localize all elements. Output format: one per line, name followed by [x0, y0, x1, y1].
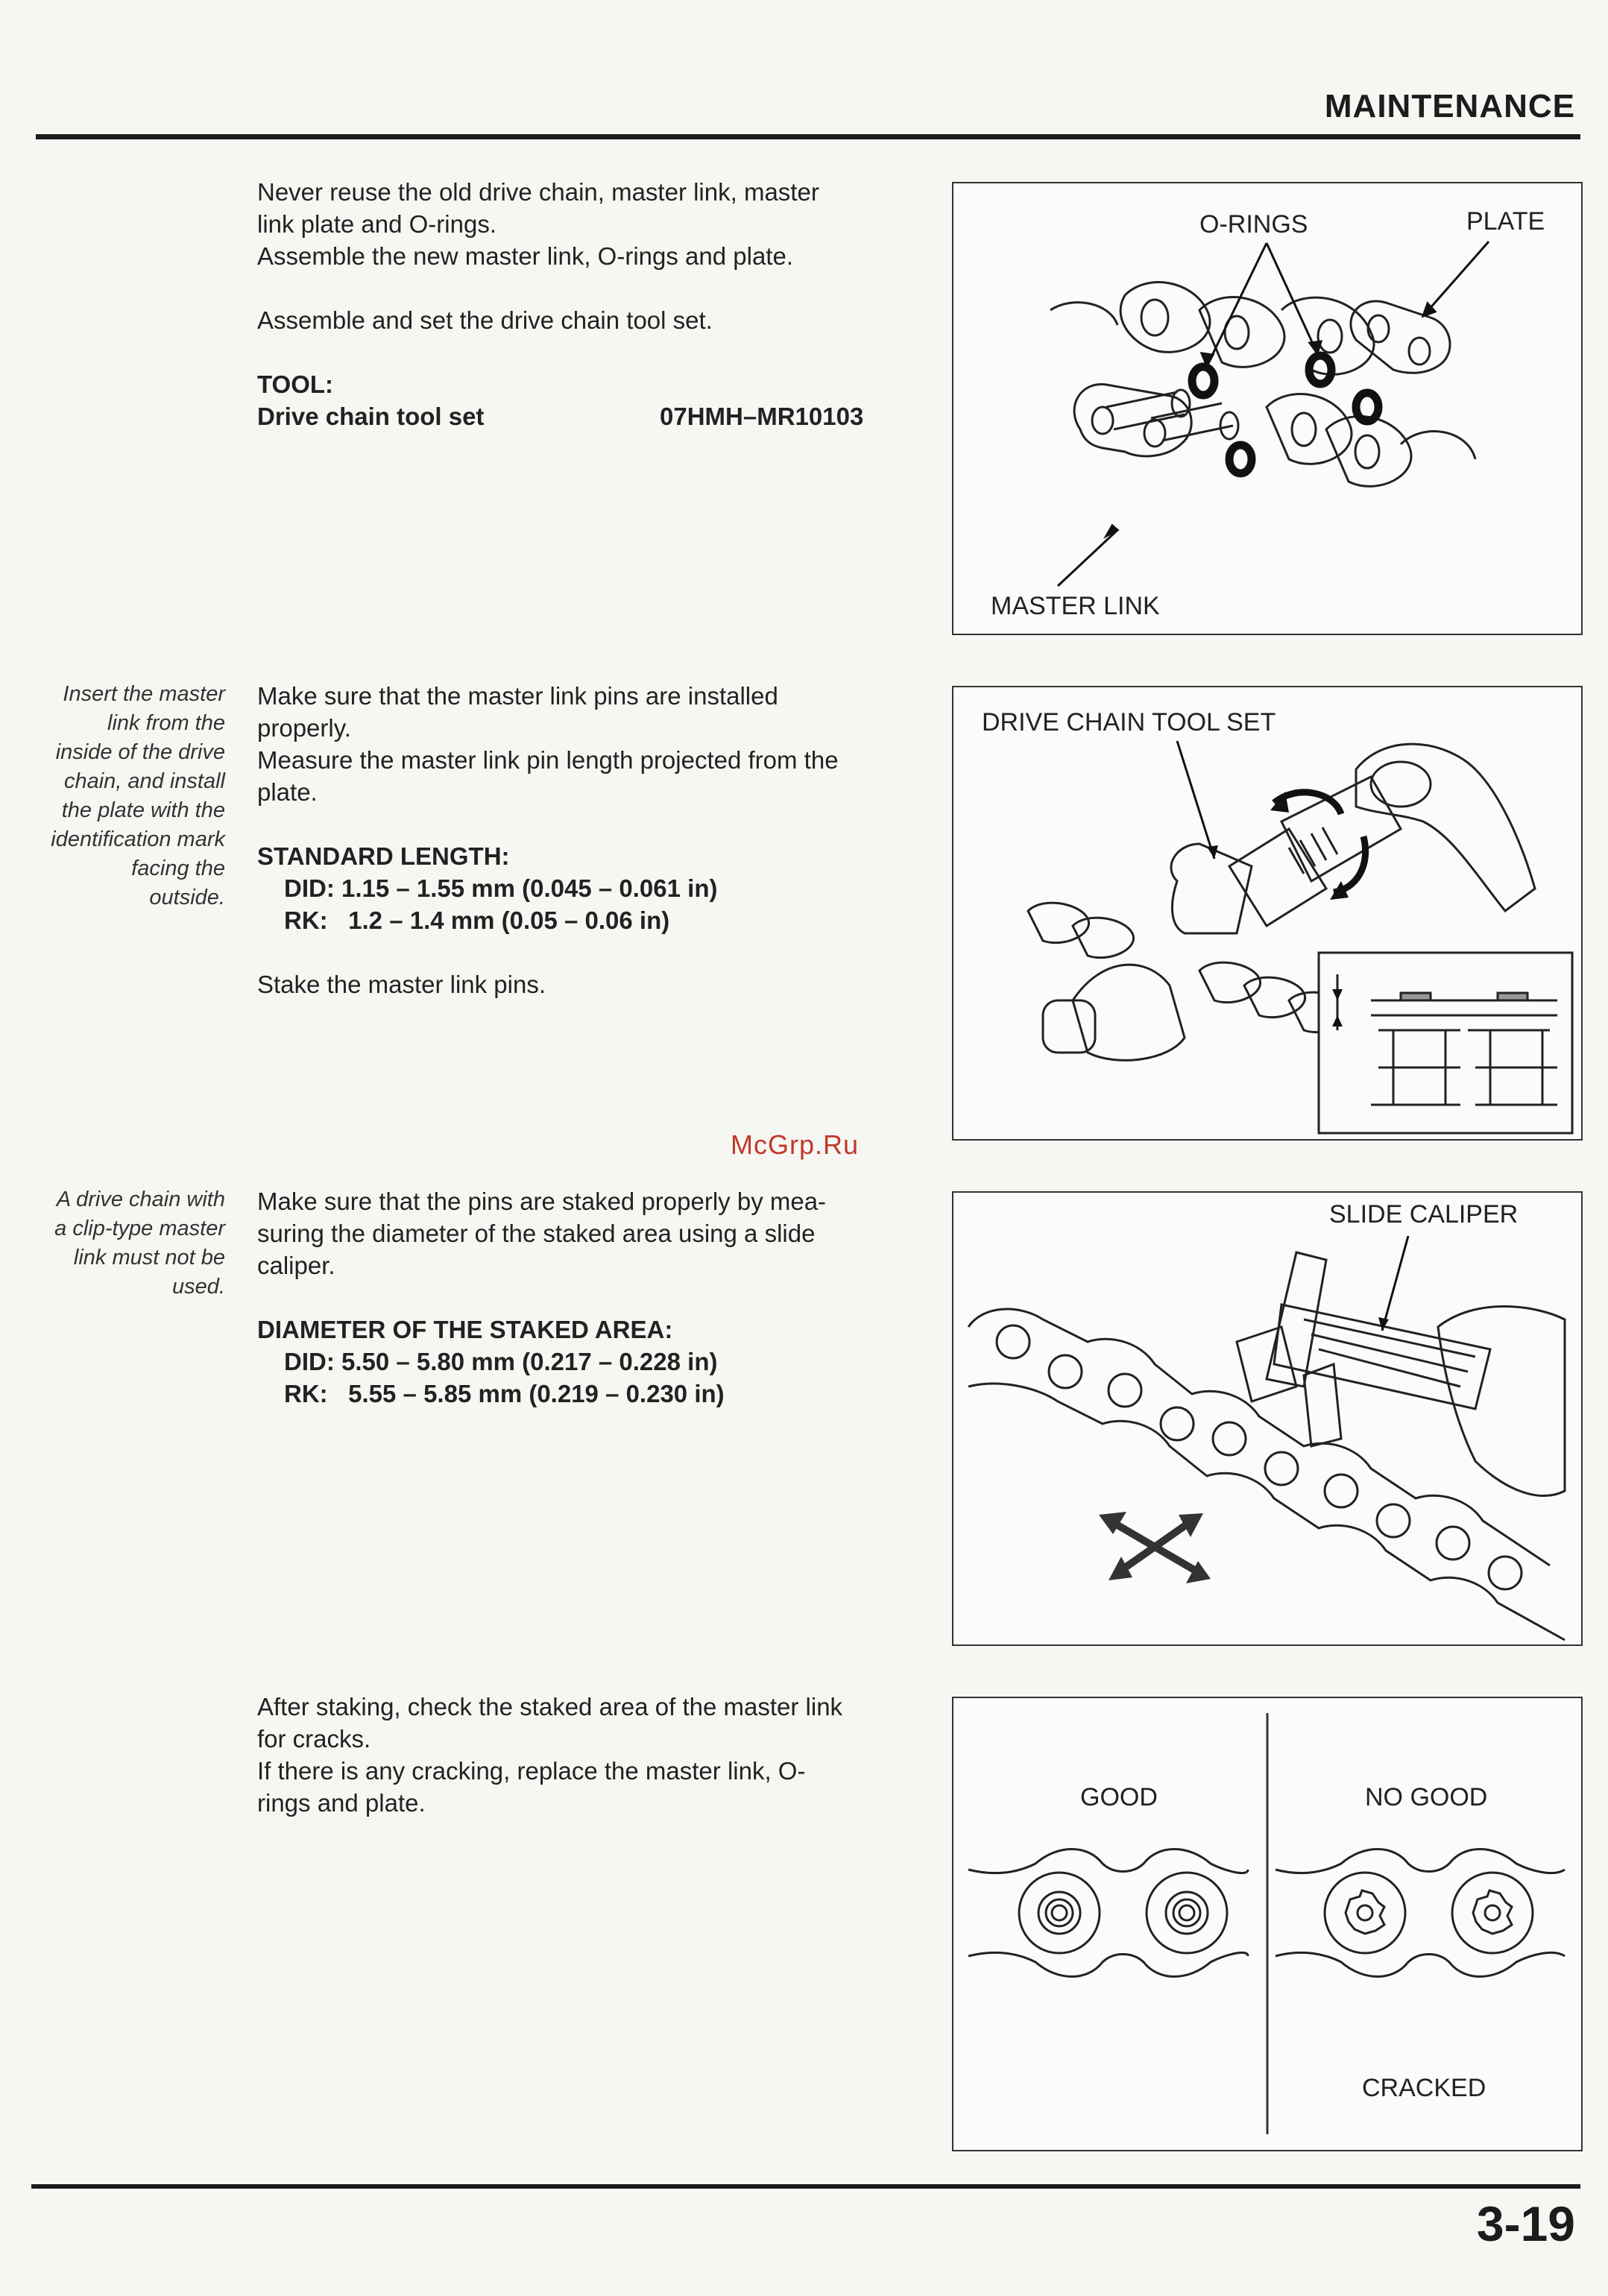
- staking-check-illustration: [953, 1698, 1581, 2150]
- label-plate: PLATE: [1466, 207, 1545, 236]
- figure-staking-check: [952, 1697, 1583, 2151]
- section2-line: properly.: [257, 714, 351, 742]
- spec-rk-length: RK: 1.2 – 1.4 mm (0.05 – 0.06 in): [284, 906, 670, 934]
- slide-caliper-illustration: [953, 1193, 1581, 1644]
- side-note-line: A drive chain with: [56, 1188, 225, 1211]
- side-note-clip-type: [34, 1185, 225, 1302]
- tool-name: Drive chain tool set: [257, 403, 485, 430]
- footer-rule: [31, 2184, 1580, 2189]
- label-o-rings: O-RINGS: [1199, 210, 1308, 239]
- section1-text: [257, 176, 921, 432]
- side-note-line: inside of the drive: [55, 740, 225, 764]
- tool-number: 07HMH–MR10103: [660, 403, 864, 430]
- watermark: McGrp.Ru: [731, 1129, 860, 1160]
- section1-line: Assemble and set the drive chain tool set.: [257, 306, 713, 334]
- side-note-line: link must not be: [73, 1246, 225, 1270]
- side-note-line: Insert the master: [63, 682, 225, 706]
- section2-line: Make sure that the master link pins are installed: [257, 682, 778, 710]
- label-master-link: MASTER LINK: [991, 592, 1160, 620]
- spec-did-diameter: DID: 5.50 – 5.80 mm (0.217 – 0.228 in): [284, 1348, 718, 1375]
- section-title: MAINTENANCE: [1324, 88, 1575, 124]
- drive-chain-tool-illustration: [953, 687, 1581, 1139]
- section1-line: Never reuse the old drive chain, master link, master: [257, 178, 819, 206]
- label-drive-chain-tool-set: DRIVE CHAIN TOOL SET: [982, 708, 1276, 737]
- section2-final-line: Stake the master link pins.: [257, 971, 546, 998]
- label-slide-caliper: SLIDE CALIPER: [1329, 1200, 1519, 1229]
- section4-text: [257, 1691, 921, 1819]
- section1-line: Assemble the new master link, O-rings and plate.: [257, 242, 793, 270]
- figure-master-link: [952, 182, 1583, 635]
- section4-line: rings and plate.: [257, 1789, 426, 1817]
- side-note-line: identification mark: [51, 827, 225, 851]
- label-no-good: NO GOOD: [1365, 1783, 1488, 1811]
- section4-line: If there is any cracking, replace the master link, O-: [257, 1757, 806, 1785]
- side-note-master-link: [34, 680, 225, 912]
- side-note-line: the plate with the: [61, 798, 225, 822]
- tool-row: [257, 400, 921, 432]
- figure-slide-caliper: [952, 1191, 1583, 1646]
- section1-line: link plate and O-rings.: [257, 210, 496, 238]
- side-note-line: chain, and install: [63, 769, 225, 793]
- side-note-line: link from the: [107, 711, 225, 735]
- spec-heading-diameter: DIAMETER OF THE STAKED AREA:: [257, 1316, 673, 1343]
- section3-line: Make sure that the pins are staked properly by mea-: [257, 1188, 827, 1215]
- section4-line: for cracks.: [257, 1725, 371, 1753]
- section2-line: Measure the master link pin length projected from the: [257, 746, 839, 774]
- page-number: 3-19: [1476, 2196, 1575, 2251]
- side-note-line: used.: [172, 1275, 225, 1299]
- label-cracked: CRACKED: [1362, 2074, 1486, 2102]
- spec-heading-length: STANDARD LENGTH:: [257, 842, 510, 870]
- figure-drive-chain-tool: [952, 686, 1583, 1141]
- side-note-line: a clip-type master: [54, 1217, 225, 1240]
- master-link-illustration: [953, 183, 1581, 634]
- section2-text: [257, 680, 921, 1000]
- section4-line: After staking, check the staked area of the master link: [257, 1693, 843, 1721]
- section3-line: caliper.: [257, 1252, 335, 1279]
- header-rule: [36, 134, 1580, 139]
- label-good: GOOD: [1080, 1783, 1158, 1811]
- tool-heading: TOOL:: [257, 370, 334, 398]
- section2-line: plate.: [257, 778, 318, 806]
- section3-line: suring the diameter of the staked area using a slide: [257, 1220, 816, 1247]
- side-note-line: outside.: [149, 886, 225, 909]
- side-note-line: facing the: [131, 857, 225, 880]
- spec-rk-diameter: RK: 5.55 – 5.85 mm (0.219 – 0.230 in): [284, 1380, 725, 1407]
- spec-did-length: DID: 1.15 – 1.55 mm (0.045 – 0.061 in): [284, 874, 718, 902]
- section3-text: [257, 1185, 921, 1410]
